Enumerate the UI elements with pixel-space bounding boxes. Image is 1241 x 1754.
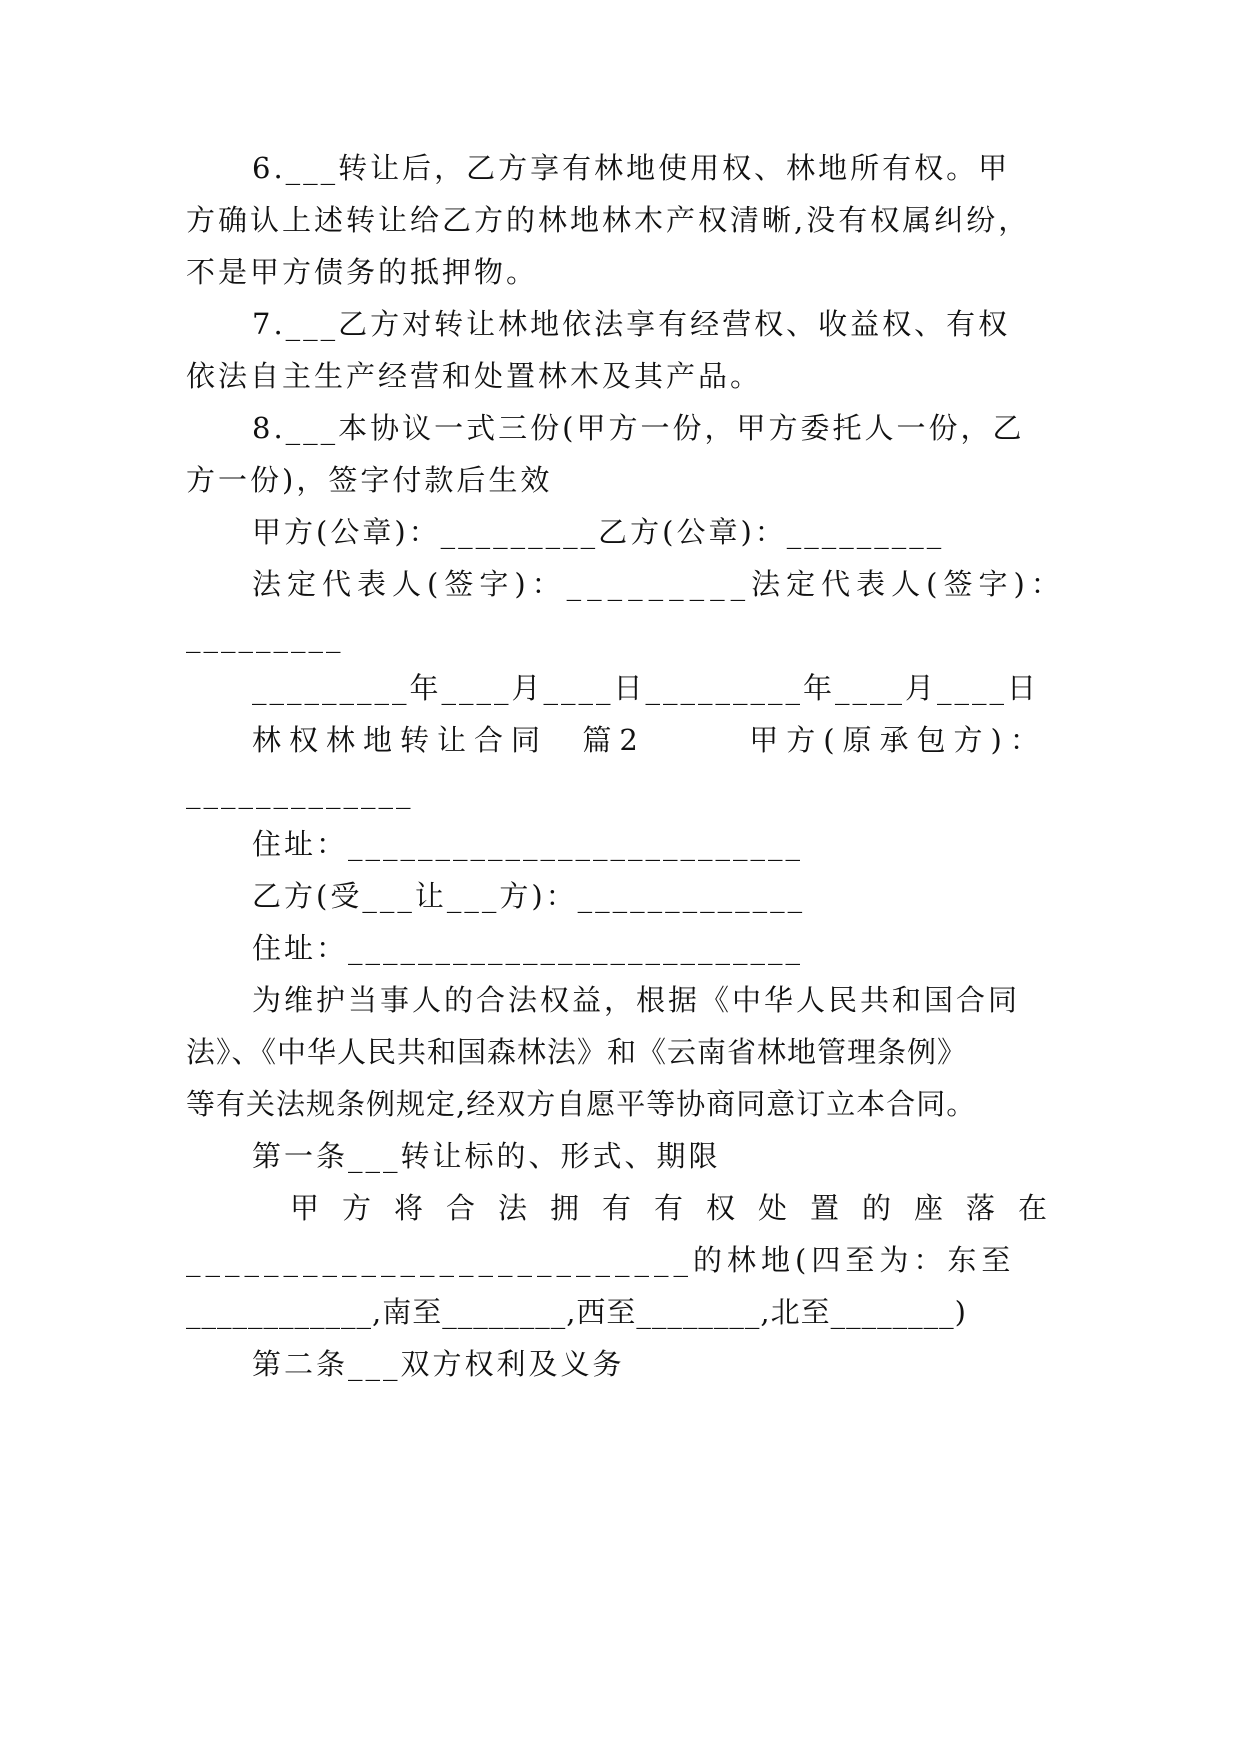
text-line: 8.___本协议一式三份(甲方一份，甲方委托人一份，乙 <box>252 411 1025 445</box>
party-b-line: 乙方(受___让___方)：_____________ <box>252 879 806 913</box>
text-line: 7.___乙方对转让林地依法享有经营权、收益权、有权 <box>252 307 1011 341</box>
contract-title-line: 林权林地转让合同 篇2 甲方(原承包方)： <box>252 723 1047 757</box>
text-line: 为维护当事人的合法权益，根据《中华人民共和国合同 <box>252 983 1021 1017</box>
text-line: 甲方将合法拥有有权处置的座落在 <box>290 1191 1071 1225</box>
article-heading: 第一条___转让标的、形式、期限 <box>252 1139 721 1173</box>
party-a-blank: _____________ <box>186 775 414 809</box>
text-line: 等有关法规条例规定,经双方自愿平等协商同意订立本合同。 <box>186 1087 977 1121</box>
boundary-line: ____________,南至________,西至________,北至________) <box>186 1295 967 1329</box>
address-line: 住址：__________________________ <box>252 931 804 965</box>
text-line: 法》、《中华人民共和国森林法》和《云南省林地管理条例》 <box>186 1035 968 1069</box>
text-line: 依法自主生产经营和处置林木及其产品。 <box>186 359 763 393</box>
text-line: 不是甲方债务的抵押物。 <box>186 255 539 289</box>
address-line: 住址：__________________________ <box>252 827 804 861</box>
text-line: __________________________的林地(四至为：东至 <box>186 1243 1016 1277</box>
signature-blank: _________ <box>186 619 344 653</box>
article-heading: 第二条___双方权利及义务 <box>252 1347 625 1381</box>
text-line: 方一份)，签字付款后生效 <box>186 463 553 497</box>
text-line: 方确认上述转让给乙方的林地林木产权清晰,没有权属纠纷， <box>186 203 1031 237</box>
signature-line-representative: 法定代表人(签字)：_________法定代表人(签字)： <box>252 567 1066 601</box>
text-line: 6.___转让后，乙方享有林地使用权、林地所有权。甲 <box>252 151 1011 185</box>
signature-line-seal: 甲方(公章)：_________乙方(公章)：_________ <box>252 515 945 549</box>
date-line: _________年____月____日_________年____月____日 <box>252 671 1040 705</box>
